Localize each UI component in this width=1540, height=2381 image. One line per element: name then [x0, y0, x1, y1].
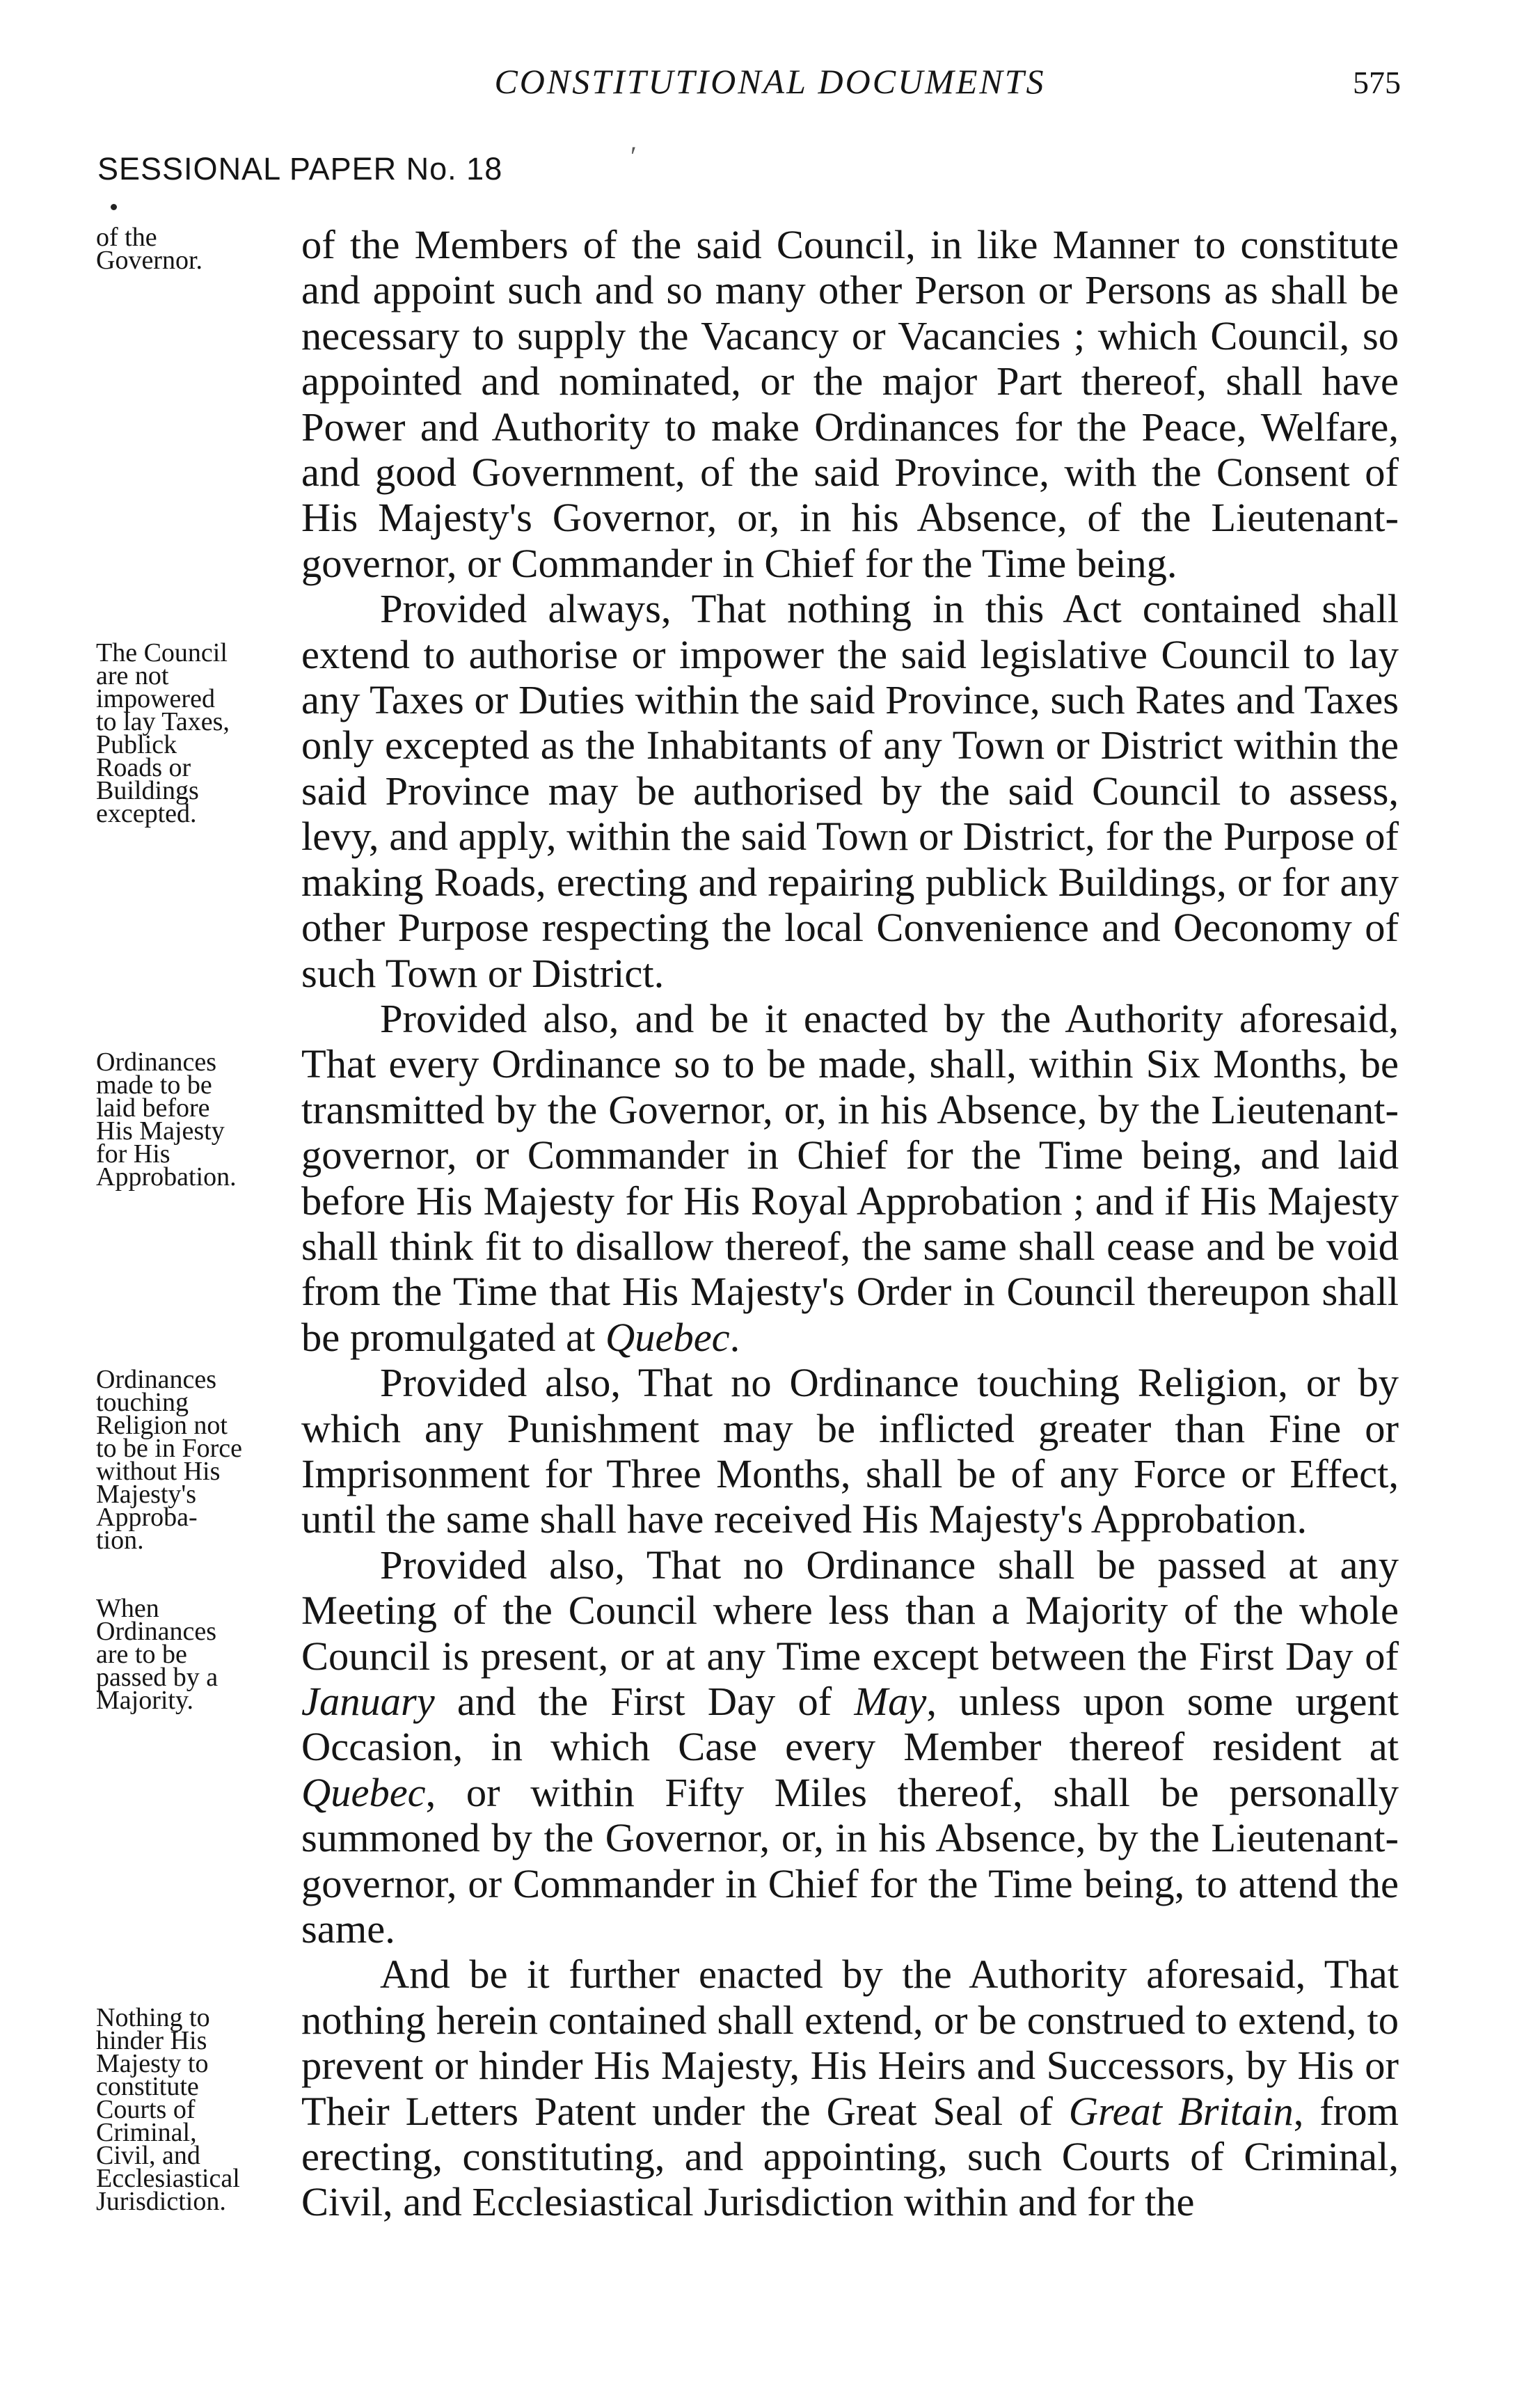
paragraph-text: Provided also, That no Ordinance touching Religion, or by which any Punishment may be inflicted greater than Fine or Imprisonment for Three Months, shall be of any Force or Effect, until the same shall have received His Majesty's Approbation.: [301, 1360, 1399, 1542]
paragraph-text: of the Members of the said Council, in like Manner to constitute and appoint such and so many other Person or Persons as shall be necessary to supply the Vacancy or Vacancies ; which Council, so appointed and nominated, or the major Part thereof, shall have Power and Authority to make Ordinances for the Peace, Welfare, and good Government, of the said Province, with the Consent of His Majesty's Governor, or, in his Absence, of the Lieutenant-governor, or Commander in Chief for the Time being.: [301, 222, 1399, 586]
paragraph-text: , or within Fifty Miles thereof, shall be personally summoned by the Governor, or, in his Absence, by the Lieutenant-governor, or Commander in Chief for the Time being, to attend the same.: [301, 1769, 1399, 1952]
place-name-quebec: Quebec: [605, 1314, 730, 1360]
paragraph-text: Provided also, That no Ordinance shall be passed at any Meeting of the Council where less than a Majority of the whole Council is present, or at any Time except between the First Day of: [301, 1542, 1399, 1679]
paragraph-text: , from erecting, constituting, and appointing, such Courts of Criminal, Civil, and Ecclesiastical Jurisdiction within and for the: [301, 2088, 1399, 2225]
month-january: January: [301, 1679, 435, 1724]
margin-dot-mark: [111, 204, 117, 210]
body-text: [301, 222, 1399, 2225]
place-name-quebec: Quebec: [301, 1769, 426, 1815]
paragraph-punctuation: .: [729, 1314, 740, 1360]
paragraph-council-members: [301, 222, 1399, 586]
paragraph-text: And be it further enacted by the Authority aforesaid, That nothing herein contained shall extend, or be construed to extend, to prevent or hinder His Majesty, His Heirs and Successors, by His or Their Letters Patent under the Great Seal of: [301, 1952, 1399, 2134]
paragraph-text: , unless upon some urgent Occasion, in which Case every Member thereof resident at: [301, 1679, 1399, 1770]
margin-note-ordinances-approbation: Ordinances made to be laid before His Majesty for His Approbation.: [96, 1047, 237, 1192]
margin-note-of-the-governor: of the Governor.: [96, 223, 203, 275]
sessional-paper-label: SESSIONAL PAPER No. 18: [97, 151, 503, 187]
paragraph-text: Provided also, and be it enacted by the Authority aforesaid, That every Ordinance so to be made, shall, within Six Months, be transmitted by the Governor, or, in his Absence, by the Lieutenant-governor, or Commander in Chief for the Time being, and laid before His Majesty for His Royal Approbation ; and if His Majesty shall think fit to disallow thereof, the same shall cease and be void from the Time that His Majesty's Order in Council thereupon shall be promulgated at: [301, 995, 1399, 1360]
stray-mark: ′: [630, 141, 637, 172]
margin-note-majority: When Ordinances are to be passed by a Majority.: [96, 1594, 219, 1715]
paragraph-text: and the First Day of: [434, 1679, 855, 1724]
place-name-great-britain: Great Britain: [1068, 2088, 1294, 2134]
paragraph-taxes-proviso: [301, 586, 1399, 996]
month-may: May: [854, 1679, 927, 1724]
paragraph-text: Provided always, That nothing in this Act contained shall extend to authorise or impower the said legislative Council to lay any Taxes or Duties within the said Province, such Rates and Taxes only excepted as the Inhabitants of any Town or District within the said Province may be authorised by the said Council to assess, levy, and apply, within the said Town or District, for the Purpose of making Roads, erecting and repairing publick Buildings, or for any other Purpose respecting the local Convenience and Oeconomy of such Town or District.: [301, 586, 1399, 996]
running-title: CONSTITUTIONAL DOCUMENTS: [494, 62, 1046, 101]
margin-note-council-taxes: The Council are not impowered to lay Taxes, Publick Roads or Buildings excepted.: [96, 638, 230, 828]
paragraph-majority-proviso: [301, 1542, 1399, 1952]
paragraph-ordinance-transmission: [301, 996, 1399, 1360]
paragraph-religion-proviso: [301, 1360, 1399, 1542]
page-number: 575: [1353, 65, 1401, 100]
paragraph-courts-enactment: [301, 1952, 1399, 2224]
margin-note-ordinances-religion: Ordinances touching Religion not to be in Force without His Majesty's Approba- tion.: [96, 1365, 243, 1555]
margin-note-courts: Nothing to hinder His Majesty to constitute Courts of Criminal, Civil, and Ecclesiastical Jurisdiction.: [96, 2003, 240, 2216]
